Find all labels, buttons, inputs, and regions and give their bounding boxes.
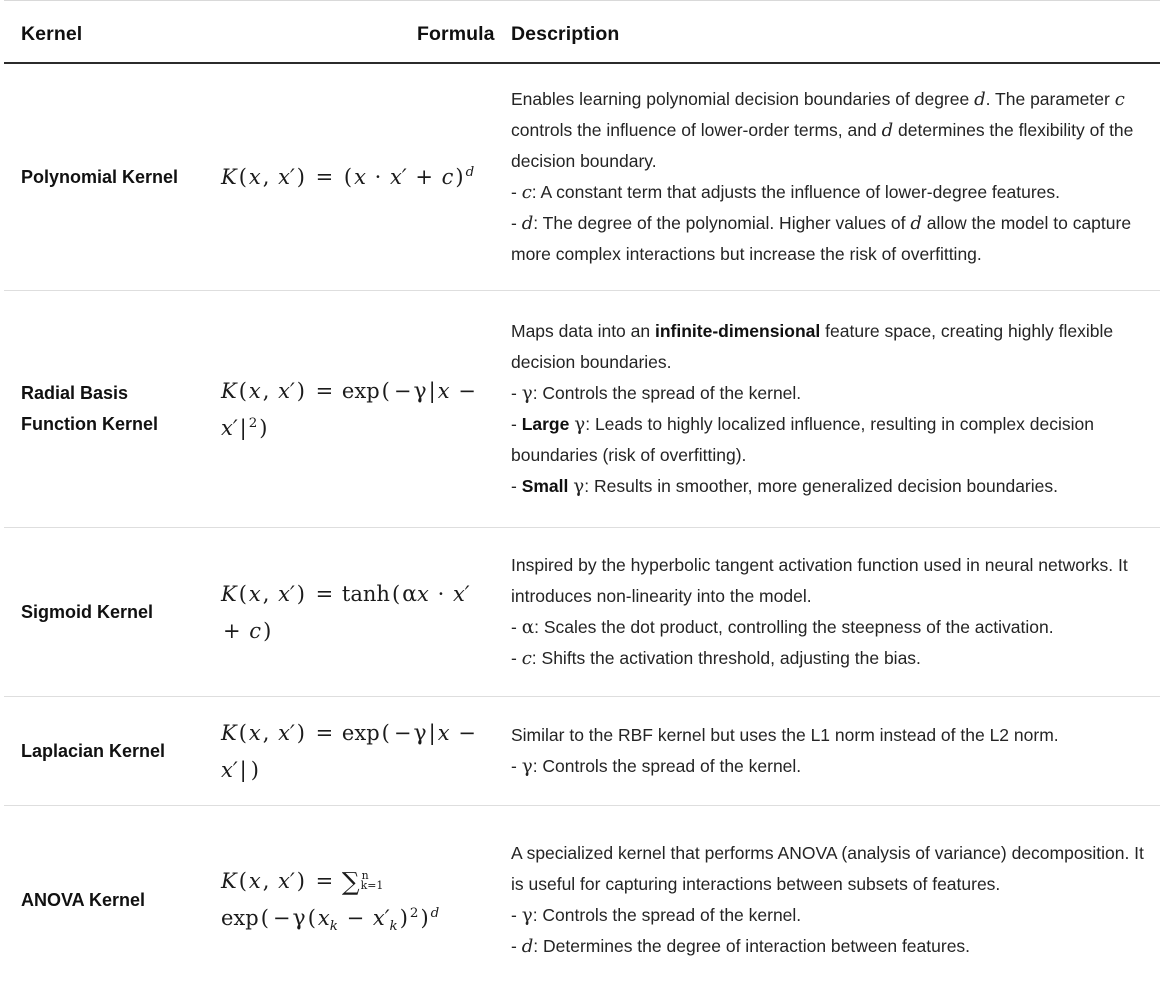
math-token: ) [257, 416, 269, 440]
math-var: d [522, 213, 534, 234]
math-token: x [249, 379, 261, 403]
math-token: γ [413, 379, 426, 404]
table-header-row [4, 1, 1160, 64]
math-var: γ [522, 756, 533, 777]
description-bullet [511, 643, 1150, 674]
formula-anova [210, 806, 502, 994]
formula-polynomial [210, 63, 502, 291]
math-token: x [390, 165, 402, 189]
math-var: d [522, 936, 534, 957]
math-token: + [413, 165, 435, 189]
kernel-name-rbf: Radial Basis Function Kernel [4, 291, 210, 528]
math-token: c [249, 619, 261, 643]
math-token: , [261, 165, 278, 189]
math-token: ) [453, 165, 465, 189]
math-token: exp [221, 906, 259, 930]
description-sigmoid [502, 528, 1160, 697]
text-fragment: : Leads to highly localized influence, resulting in complex decision boundaries (risk of overfitting). [511, 414, 1094, 465]
kernel-comparison-table [4, 0, 1160, 994]
table-body [4, 63, 1160, 994]
kernel-name-anova: ANOVA Kernel [4, 806, 210, 994]
math-token: − [392, 379, 414, 403]
math-var: c [522, 648, 532, 669]
math-token: = [314, 165, 336, 189]
math-var: γ [522, 383, 533, 404]
math-token: ′ [290, 379, 295, 403]
math-token: − [456, 379, 478, 403]
math-var: c [1115, 89, 1125, 110]
math-token: | [427, 379, 438, 403]
text-fragment: - [511, 936, 522, 956]
text-fragment: : Results in smoother, more generalized decision boundaries. [584, 476, 1058, 496]
math-token: = [314, 869, 336, 893]
math-token: ) [249, 758, 261, 782]
text-fragment: : Controls the spread of the kernel. [533, 383, 801, 403]
text-fragment: feature space, creating highly flexible decision boundaries. [511, 321, 1113, 372]
math-token: x [354, 165, 366, 189]
math-token: x [373, 906, 385, 930]
table-row [4, 697, 1160, 806]
math-token: ( [237, 165, 249, 189]
math-token: k [390, 920, 398, 935]
math-token: x [249, 869, 261, 893]
math-token: − [345, 906, 367, 930]
math-token: x [278, 165, 290, 189]
kernel-name-laplacian: Laplacian Kernel [4, 697, 210, 806]
math-token: x [417, 582, 429, 606]
math-token: K [221, 869, 237, 893]
math-token: ( [306, 906, 318, 930]
text-fragment: : A constant term that adjusts the influence of lower-degree features. [532, 182, 1060, 202]
math-token: x [438, 379, 450, 403]
summation-limits [361, 871, 384, 892]
math-token: ′ [402, 165, 407, 189]
math-token: | [238, 416, 249, 440]
text-fragment: - [511, 617, 522, 637]
math-var: γ [573, 476, 584, 497]
math-var: d [910, 213, 922, 234]
math-expression: K(x, x′) = ∑ n k=1 $\exp( -\gamma(x_k - x'_k)$ $^2$) $^d$ [221, 869, 439, 931]
text-fragment: Enables learning polynomial decision boundaries of degree [511, 89, 974, 109]
description-bullet [511, 409, 1150, 471]
table-row [4, 528, 1160, 697]
math-token: x [438, 721, 450, 745]
text-emphasis: Large [522, 414, 570, 434]
description-bullet [511, 208, 1150, 270]
text-emphasis: infinite-dimensional [655, 321, 820, 341]
math-token: x [278, 582, 290, 606]
math-token: α [402, 582, 417, 607]
math-token: K [221, 582, 237, 606]
math-token: − [392, 721, 414, 745]
math-token: tanh [342, 582, 390, 606]
math-token: x [278, 869, 290, 893]
math-var: γ [574, 414, 585, 435]
text-fragment: - [511, 182, 522, 202]
math-token: x [221, 758, 233, 782]
table-row [4, 291, 1160, 528]
math-token: ′ [290, 165, 295, 189]
formula-sigmoid [210, 528, 502, 697]
description-bullet [511, 177, 1150, 208]
math-token: ′ [385, 906, 390, 930]
math-var: γ [522, 905, 533, 926]
table-header [4, 1, 1160, 64]
text-fragment: determines the flexibility of the decision boundary. [511, 120, 1133, 171]
math-token: d [431, 906, 440, 921]
math-token: K [221, 165, 237, 189]
math-token: x [221, 416, 233, 440]
math-token: · [436, 582, 447, 606]
description-paragraph: Inspired by the hyperbolic tangent activation function used in neural networks. It introduces non-linearity into the model. [511, 550, 1150, 612]
math-token: ′ [290, 721, 295, 745]
text-fragment: : Controls the spread of the kernel. [533, 905, 801, 925]
math-token: x [249, 582, 261, 606]
math-token: ′ [465, 582, 470, 606]
math-token: ( [342, 165, 354, 189]
text-fragment: - [511, 476, 522, 496]
math-token: | [427, 721, 438, 745]
description-bullet [511, 931, 1150, 962]
math-token: exp [342, 721, 380, 745]
math-expression: K(x, x′) = exp( −γ|x − x′| $^2$) [221, 379, 478, 440]
description-bullet [511, 378, 1150, 409]
text-fragment: : The degree of the polynomial. Higher values of [533, 213, 910, 233]
math-token: c [442, 165, 454, 189]
text-fragment: : Scales the dot product, controlling the steepness of the activation. [534, 617, 1053, 637]
description-paragraph [511, 316, 1150, 378]
text-fragment: - [511, 756, 522, 776]
math-token: = [314, 721, 336, 745]
column-header-description: Description [502, 1, 1160, 64]
text-fragment: controls the influence of lower-order terms, and [511, 120, 882, 140]
math-token: x [453, 582, 465, 606]
description-paragraph [511, 84, 1150, 177]
math-token: ′ [290, 869, 295, 893]
kernel-name-sigmoid: Sigmoid Kernel [4, 528, 210, 697]
column-header-formula: Formula [210, 1, 502, 64]
description-bullet [511, 900, 1150, 931]
text-fragment: - [511, 383, 522, 403]
description-anova [502, 806, 1160, 994]
math-token: x [318, 906, 330, 930]
math-token: ) [261, 619, 273, 643]
summation-upper-limit: n [362, 871, 384, 882]
description-rbf [502, 291, 1160, 528]
description-bullet [511, 471, 1150, 502]
summation-symbol: ∑ [342, 864, 360, 900]
math-expression: K(x, x′) = exp( −γ|x − x′| ) [221, 721, 478, 782]
math-token: ) [398, 906, 410, 930]
math-token: = [314, 582, 336, 606]
math-token: − [456, 721, 478, 745]
formula-rbf [210, 291, 502, 528]
text-fragment: - [511, 648, 522, 668]
kernel-name-polynomial: Polynomial Kernel [4, 63, 210, 291]
text-fragment: Maps data into an [511, 321, 655, 341]
math-token: x [278, 721, 290, 745]
math-token: x [249, 721, 261, 745]
text-fragment: - [511, 213, 522, 233]
description-paragraph: A specialized kernel that performs ANOVA (analysis of variance) decomposition. It is useful for capturing interactions between subsets of features. [511, 838, 1150, 900]
text-emphasis: Small [522, 476, 569, 496]
description-polynomial [502, 63, 1160, 291]
math-var: d [882, 120, 894, 141]
math-token: + [221, 619, 243, 643]
table-row [4, 63, 1160, 291]
text-fragment: - [511, 414, 522, 434]
math-token: ′ [290, 582, 295, 606]
math-expression: K(x, x′) = tanh(αx · x′ + c) [221, 582, 470, 643]
math-token: · [373, 165, 384, 189]
math-token: ) [295, 165, 307, 189]
math-expression [221, 165, 474, 189]
text-fragment: allow the model to capture more complex interactions but increase the risk of overfitting. [511, 213, 1131, 264]
formula-laplacian [210, 697, 502, 806]
text-fragment: : Determines the degree of interaction between features. [533, 936, 970, 956]
math-token: K [221, 721, 237, 745]
math-token: γ [413, 721, 426, 746]
text-fragment: : Shifts the activation threshold, adjusting the bias. [532, 648, 921, 668]
description-laplacian [502, 697, 1160, 806]
math-token: d [466, 165, 475, 180]
math-token: 2 [410, 906, 419, 921]
summation-lower-limit: k=1 [361, 881, 384, 892]
text-fragment: - [511, 905, 522, 925]
math-var: α [522, 617, 534, 638]
column-header-kernel: Kernel [4, 1, 210, 64]
math-token: = [314, 379, 336, 403]
math-token: γ [293, 906, 306, 931]
description-paragraph: Similar to the RBF kernel but uses the L1 norm instead of the L2 norm. [511, 720, 1150, 751]
description-bullet [511, 751, 1150, 782]
math-token: K [221, 379, 237, 403]
math-var: d [974, 89, 986, 110]
math-token: exp [342, 379, 380, 403]
math-var: c [522, 182, 532, 203]
math-token: x [278, 379, 290, 403]
math-token: x [249, 165, 261, 189]
math-token: | [238, 758, 249, 782]
math-token: k [330, 920, 338, 935]
text-fragment: : Controls the spread of the kernel. [533, 756, 801, 776]
text-fragment: . The parameter [986, 89, 1115, 109]
description-bullet [511, 612, 1150, 643]
math-token: 2 [249, 416, 258, 431]
math-token: ) [418, 906, 430, 930]
math-token: ′ [233, 416, 238, 440]
math-token: ′ [233, 758, 238, 782]
math-token: − [271, 906, 293, 930]
table-row [4, 806, 1160, 994]
